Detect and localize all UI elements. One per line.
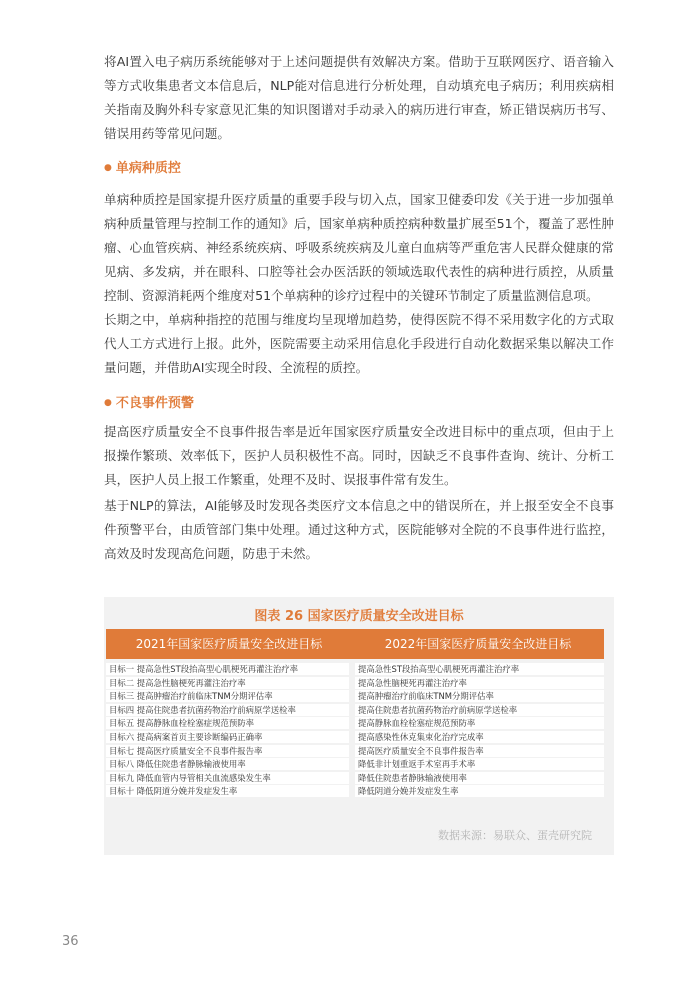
goal-2022-cell: 提高医疗质量安全不良事件报告率 (355, 745, 604, 757)
adverse-event-paragraph-2: 基于NLP的算法，AI能够及时发现各类医疗文本信息之中的错误所在，并上报至安全不良事件预警平台，由质管部门集中处理。通过这种方式，医院能够对全院的不良事件进行监控，高效及时发现高危问题，防患于未然。 (104, 498, 614, 561)
table-row (106, 690, 604, 704)
goal-2021-cell: 目标十 降低阴道分娩并发症发生率 (106, 785, 349, 797)
goal-2021-cell: 目标四 提高住院患者抗菌药物治疗前病原学送检率 (106, 704, 349, 716)
goals-table (106, 663, 604, 799)
goal-2021-cell: 目标五 提高静脉血栓栓塞症规范预防率 (106, 717, 349, 729)
section-heading-adverse-event (104, 393, 194, 414)
goal-2022-cell: 降低住院患者静脉输液使用率 (355, 772, 604, 784)
single-disease-paragraph-2: 长期之中，单病种指控的范围与维度均呈现增加趋势，使得医院不得不采用数字化的方式取代人工方式进行上报。此外，医院需要主动采用信息化手段进行自动化数据采集以解决工作量问题，并借助AI实现全时段、全流程的质控。 (104, 312, 614, 375)
quality-goals-figure (104, 597, 614, 855)
goal-2022-cell: 提高感染性休克集束化治疗完成率 (355, 731, 604, 743)
goal-2021-cell: 目标七 提高医疗质量安全不良事件报告率 (106, 745, 349, 757)
goal-2022-cell: 提高住院患者抗菌药物治疗前病原学送检率 (355, 704, 604, 716)
table-row (106, 758, 604, 772)
goal-2022-cell: 提高急性脑梗死再灌注治疗率 (355, 677, 604, 689)
bullet-dot-icon: ● (104, 398, 112, 408)
goal-2022-cell: 降低非计划重返手术室再手术率 (355, 758, 604, 770)
page-number: 36 (62, 934, 79, 949)
adverse-event-paragraph-1: 提高医疗质量安全不良事件报告率是近年国家医疗质量安全改进目标中的重点项，但由于上报操作繁琐、效率低下，医护人员积极性不高。同时，因缺乏不良事件查询、统计、分析工具，医护人员上报工作繁重，处理不及时、误报事件常有发生。 (104, 424, 614, 487)
goal-2022-cell: 提高急性ST段抬高型心肌梗死再灌注治疗率 (355, 663, 604, 675)
column-header-2022: 2022年国家医疗质量安全改进目标 (352, 629, 604, 659)
goal-2021-cell: 目标一 提高急性ST段抬高型心肌梗死再灌注治疗率 (106, 663, 349, 675)
table-row (106, 731, 604, 745)
goal-2022-cell: 提高肿瘤治疗前临床TNM分期评估率 (355, 690, 604, 702)
table-row (106, 772, 604, 786)
goal-2022-cell: 降低阴道分娩并发症发生率 (355, 785, 604, 797)
table-row (106, 677, 604, 691)
intro-paragraph: 将AI置入电子病历系统能够对于上述问题提供有效解决方案。借助于互联网医疗、语音输入等方式收集患者文本信息后，NLP能对信息进行分析处理，自动填充电子病历；利用疾病相关指南及胸外科专家意见汇集的知识图谱对手动录入的病历进行审查，矫正错误病历书写、错误用药等常见问题。 (104, 54, 614, 141)
heading-text: 不良事件预警 (115, 396, 194, 411)
goal-2021-cell: 目标六 提高病案首页主要诊断编码正确率 (106, 731, 349, 743)
bullet-dot-icon: ● (104, 163, 112, 173)
section-heading-single-disease (104, 158, 181, 179)
table-row (106, 745, 604, 759)
goal-2021-cell: 目标八 降低住院患者静脉输液使用率 (106, 758, 349, 770)
figure-title: 图表 26 国家医疗质量安全改进目标 (254, 609, 464, 624)
figure-source: 数据来源：易联众、蛋壳研究院 (438, 829, 592, 842)
goal-2021-cell: 目标二 提高急性脑梗死再灌注治疗率 (106, 677, 349, 689)
table-row (106, 717, 604, 731)
table-row (106, 785, 604, 799)
table-row (106, 663, 604, 677)
goal-2022-cell: 提高静脉血栓栓塞症规范预防率 (355, 717, 604, 729)
table-row (106, 704, 604, 718)
single-disease-paragraph-1: 单病种质控是国家提升医疗质量的重要手段与切入点，国家卫健委印发《关于进一步加强单病种质量管理与控制工作的通知》后，国家单病种质控病种数量扩展至51个，覆盖了恶性肿瘤、心血管疾病、神经系统疾病、呼吸系统疾病及儿童白血病等严重危害人民群众健康的常见病、多发病，并在眼科、口腔等社会办医活跃的领域选取代表性的病种进行质控，从质量控制、资源消耗两个维度对51个单病种的诊疗过程中的关键环节制定了质量监测信息项。 (104, 192, 614, 303)
goal-2021-cell: 目标九 降低血管内导管相关血流感染发生率 (106, 772, 349, 784)
heading-text: 单病种质控 (115, 161, 181, 176)
column-header-2021: 2021年国家医疗质量安全改进目标 (106, 629, 352, 659)
goal-2021-cell: 目标三 提高肿瘤治疗前临床TNM分期评估率 (106, 690, 349, 702)
